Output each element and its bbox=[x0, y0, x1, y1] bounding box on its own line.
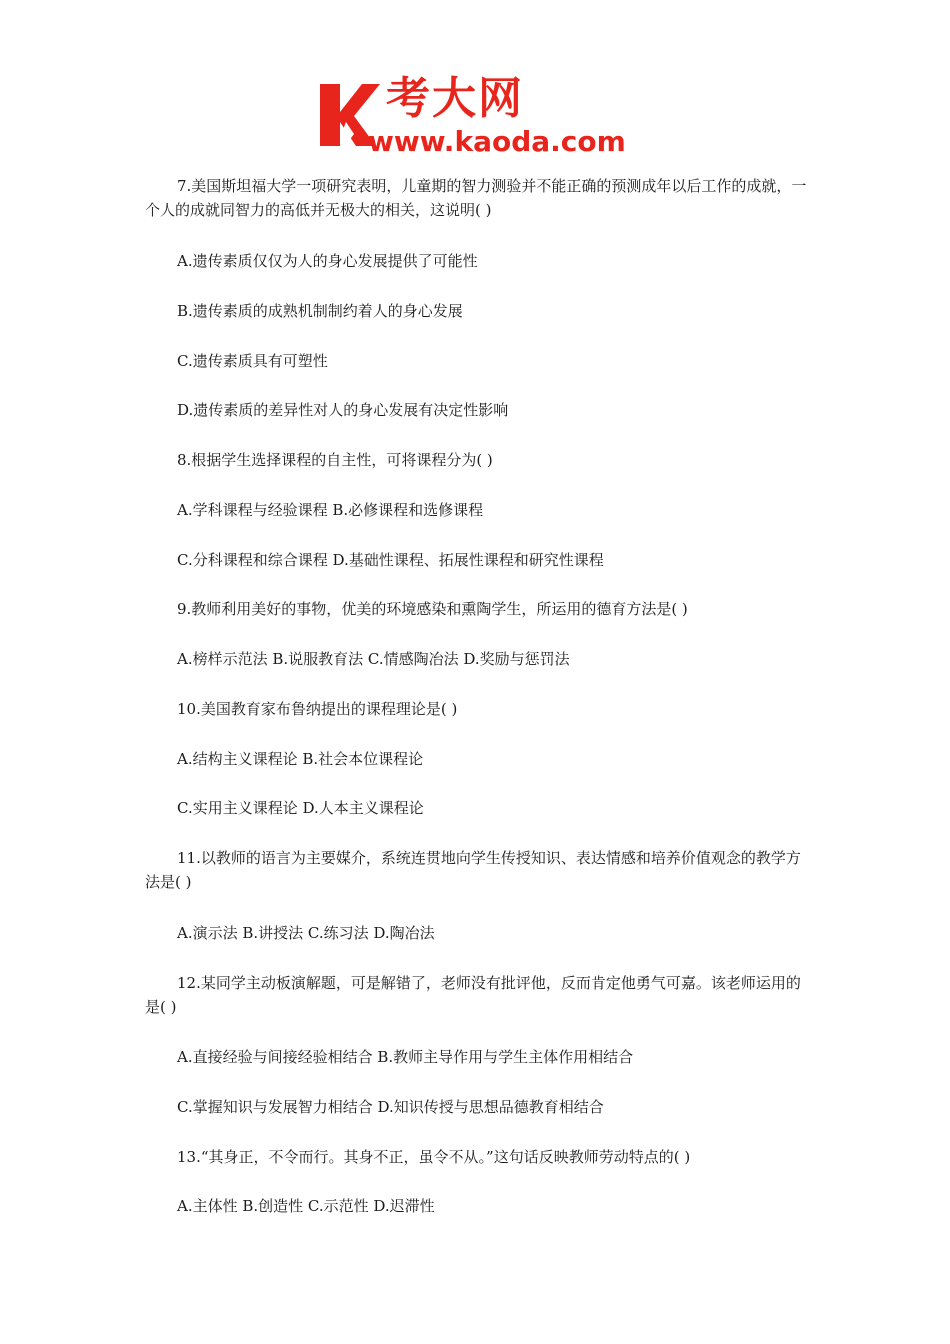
option-12cd: C.掌握知识与发展智力相结合 D.知识传授与思想品德教育相结合 bbox=[177, 1098, 604, 1116]
option-7c: C.遗传素质具有可塑性 bbox=[177, 352, 328, 370]
question-7: 7.美国斯坦福大学一项研究表明，儿童期的智力测验并不能正确的预测成年以后工作的成就，一个人的成就同智力的高低并无极大的相关，这说明( ) bbox=[145, 177, 807, 219]
option-7d: D.遗传素质的差异性对人的身心发展有决定性影响 bbox=[177, 401, 509, 419]
question-10: 10.美国教育家布鲁纳提出的课程理论是( ) bbox=[177, 700, 458, 718]
option-10ab: A.结构主义课程论 B.社会本位课程论 bbox=[177, 750, 424, 768]
option-8ab: A.学科课程与经验课程 B.必修课程和选修课程 bbox=[177, 501, 484, 519]
option-8cd: C.分科课程和综合课程 D.基础性课程、拓展性课程和研究性课程 bbox=[177, 551, 604, 569]
option-13: A.主体性 B.创造性 C.示范性 D.迟滞性 bbox=[177, 1197, 435, 1215]
logo-brand-url: www.kaoda.com bbox=[368, 125, 626, 158]
question-12: 12.某同学主动板演解题，可是解错了，老师没有批评他，反而肯定他勇气可嘉。该老师运用的是( ) bbox=[145, 974, 801, 1016]
question-9: 9.教师利用美好的事物，优美的环境感染和熏陶学生，所运用的德育方法是( ) bbox=[177, 600, 688, 618]
question-13: 13.“其身正，不令而行。其身不正，虽令不从。”这句话反映教师劳动特点的( ) bbox=[177, 1148, 691, 1166]
option-9: A.榜样示范法 B.说服教育法 C.情感陶冶法 D.奖励与惩罚法 bbox=[177, 650, 570, 668]
option-7a: A.遗传素质仅仅为人的身心发展提供了可能性 bbox=[177, 252, 478, 270]
kaoda-logo bbox=[318, 73, 638, 160]
option-10cd: C.实用主义课程论 D.人本主义课程论 bbox=[177, 799, 424, 817]
logo-brand-chinese: 考大网 bbox=[386, 73, 524, 124]
question-8: 8.根据学生选择课程的自主性，可将课程分为( ) bbox=[177, 451, 493, 469]
option-11: A.演示法 B.讲授法 C.练习法 D.陶冶法 bbox=[177, 924, 435, 942]
question-11: 11.以教师的语言为主要媒介，系统连贯地向学生传授知识、表达情感和培养价值观念的教学方法是( ) bbox=[145, 849, 801, 891]
option-12ab: A.直接经验与间接经验相结合 B.教师主导作用与学生主体作用相结合 bbox=[177, 1048, 634, 1066]
option-7b: B.遗传素质的成熟机制制约着人的身心发展 bbox=[177, 302, 463, 320]
